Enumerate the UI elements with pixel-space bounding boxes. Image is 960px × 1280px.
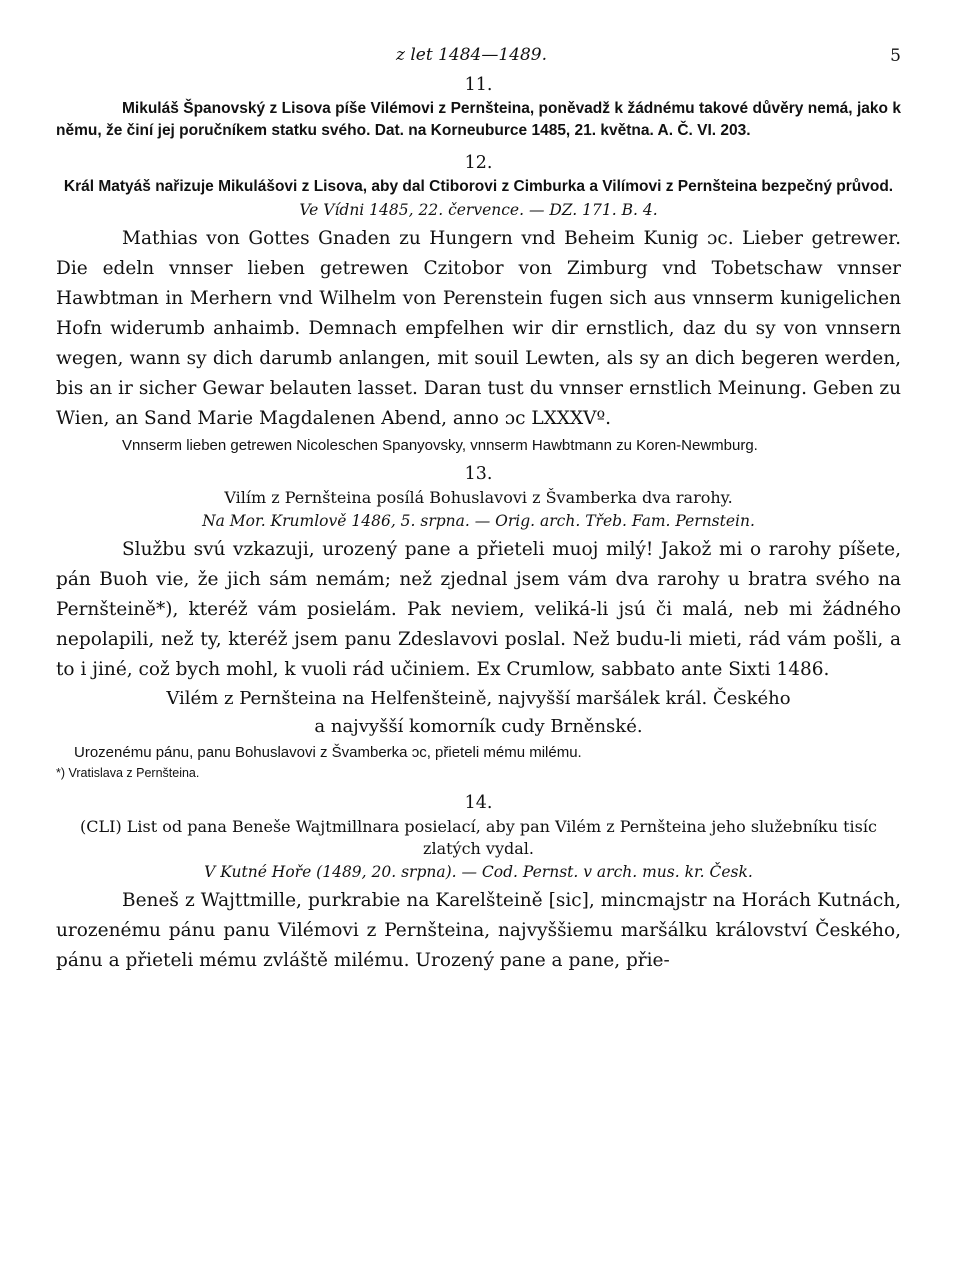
address: Urozenému pánu, panu Bohuslavovi z Švamberka ɔc, přieteli mému milému. (74, 744, 582, 761)
page-header (56, 40, 901, 72)
document-text: Mathias von Gottes Gnaden zu Hungern vnd Beheim Kunig ɔc. Lieber getrewer. Die edeln vnnser lieben getrewen Czitobor von Zimburg vnd Tobetschaw vnnser Hawbtman in Merhern vnd Wilhelm von Perenstein fugen sich aus vnnserm kunigelichen Hofn widerumb anhaimb. Demnach empfelhen wir dir ernstlich, daz du sy von vnnsern wegen, wann sy dich darumb anlangen, mit souil Lewten, als sy an dich begeren werden, bis an ir sicher Gewar belauten lasset. Daran tust du vnnser ernstlich Meinung. Geben zu Wien, an Sand Marie Magdalenen Abend, anno ɔc LXXXVº. (56, 228, 901, 429)
source-line: V Kutné Hoře (1489, 20. srpna). — Cod. Pernst. v arch. mus. kr. Česk. (204, 863, 753, 881)
running-title: z let 1484—1489. (396, 45, 548, 65)
source-line: Ve Vídni 1485, 22. července. — DZ. 171. B. 4. (299, 201, 658, 219)
signature-line: a najvyšší komorník cudy Brněnské. (314, 716, 643, 737)
page-number: 5 (890, 46, 901, 66)
regest: Král Matyáš nařizuje Mikulášovi z Lisova, aby dal Ctiborovi z Cimburka a Vilímovi z Pernšteina bezpečný průvod. (63, 178, 894, 195)
document-11 (56, 72, 901, 142)
source-line: Na Mor. Krumlově 1486, 5. srpna. — Orig. arch. Třeb. Fam. Pernstein. (202, 512, 755, 530)
footnote: *) Vratislava z Pernšteina. (56, 766, 200, 780)
address: Vnnserm lieben getrewen Nicoleschen Spanyovsky, vnnserm Hawbtmann zu Koren-Newmburg. (122, 437, 758, 454)
document-page (56, 40, 901, 976)
document-text: Službu svú vzkazuji, urozený pane a přieteli muoj milý! Jakož mi o rarohy píšete, pán Buoh vie, že jich sám nemám; než zjednal jsem vám dva rarohy u bratra svého na Pernšteině*), kteréž vám posielám. Pak neviem, veliká-li jsú či malá, neb mi žádného nepolapili, než ty, kteréž jsem panu Zdeslavovi poslal. Než budu-li mieti, rád vám pošli, a to i jiné, což bych mohl, k vuoli rád učiniem. Ex Crumlow, sabbato ante Sixti 1486. (56, 539, 901, 680)
document-12 (56, 150, 901, 457)
document-text: Beneš z Wajttmille, purkrabie na Karelšteině [sic], mincmajstr na Horách Kutnách, urozenému pánu panu Vilémovi z Pernšteina, najvyššiemu maršálku království Českého, pánu a přieteli mému zvláště milému. Urozený pane a pane, přie- (56, 890, 901, 971)
document-number: 13. (464, 464, 493, 484)
document-number: 12. (464, 153, 493, 173)
regest: Mikuláš Španovský z Lisova píše Vilémovi z Pernšteina, poněvadž k žádnému takové důvěry nemá, jako k němu, že činí jej poručníkem statku svého. Dat. na Korneuburce 1485, 21. května. A. Č. VI. 203. (56, 100, 901, 139)
document-number: 11. (464, 75, 493, 95)
document-13 (56, 461, 901, 782)
document-14 (56, 790, 901, 976)
regest: Vilím z Pernšteina posílá Bohuslavovi z Švamberka dva rarohy. (224, 488, 733, 507)
signature-line: Vilém z Pernšteina na Helfenšteině, najvyšší maršálek král. Českého (166, 688, 791, 709)
document-number: 14. (464, 793, 493, 813)
regest: (CLI) List od pana Beneše Wajtmillnara posielací, aby pan Vilém z Pernšteina jeho služebníku tisíc zlatých vydal. (80, 817, 877, 858)
